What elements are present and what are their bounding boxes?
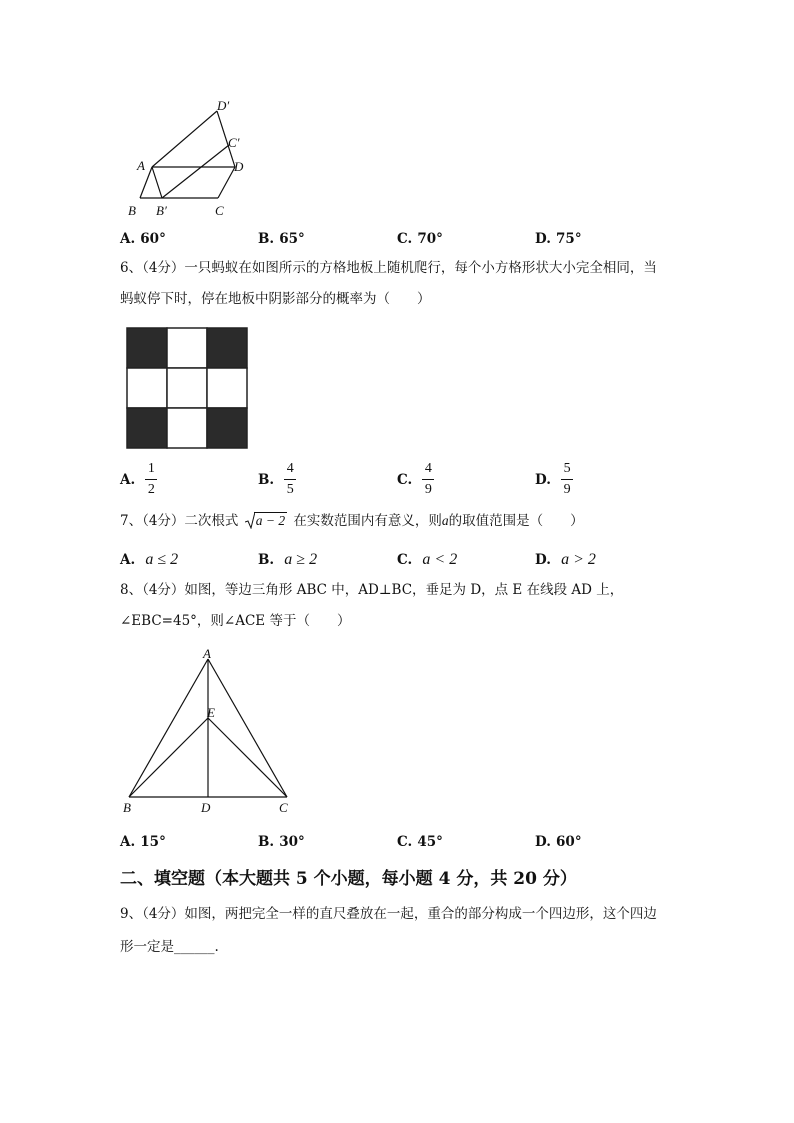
q7-option-a: A. a ≤ 2 [120,551,179,568]
label-c: C [215,203,224,218]
q8-question-line2: ∠EBC=45°，则∠ACE 等于（ ） [120,613,351,629]
q6-option-c: C. $\frac{4}{9}$ [397,461,434,498]
fraction: $\frac{4}{5}$ [284,461,296,498]
label-d: D [234,159,244,174]
fraction: $\frac{5}{9}$ [561,461,573,498]
q6-option-d: D. $\frac{5}{9}$ [535,461,573,498]
label-d: D [201,800,211,815]
line-bprime-cprime [162,145,229,198]
q6-question-line2: 蚂蚁停下时，停在地板中阴影部分的概率为（ ） [120,291,431,307]
q8-figure [115,645,305,817]
label-d-prime: D′ [217,98,230,113]
q7-question: 7、（4分）二次根式 a − 2 在实数范围内有意义，则a的取值范围是（ ） [120,513,584,529]
q6-option-a: A. $\frac{1}{2}$ [120,461,157,498]
q8-option-c: C. 45° [397,834,443,850]
line-a-bprime [152,167,162,198]
q9-question-line1: 9、（4分）如图，两把完全一样的直尺叠放在一起，重合的部分构成一个四边形，这个四边 [120,906,657,922]
shaded-cell [127,328,167,368]
shaded-cell [127,408,167,448]
q5-option-d: D. 75° [535,231,582,247]
line-e-c [208,718,287,797]
label-b: B [123,800,131,815]
shaded-cell [207,328,247,368]
label-a: A [203,646,211,661]
label-b-prime: B′ [156,203,167,218]
label-c: C [279,800,288,815]
line-a-c [208,659,287,797]
q5-option-c: C. 70° [397,231,443,247]
q7-option-b: B. a ≥ 2 [258,551,318,568]
line-a-dprime [152,111,217,167]
q8-option-a: A. 15° [120,834,166,850]
q8-option-b: B. 30° [258,834,305,850]
q8-question-line1: 8、（4分）如图，等边三角形 ABC 中，AD⊥BC，垂足为 D，点 E 在线段 AD 上， [120,582,624,598]
q5-figure [120,95,270,225]
line-a-b [129,659,208,797]
blank-cell [167,328,207,368]
sqrt-icon [245,511,255,529]
shaded-cell [207,408,247,448]
blank-cell [127,368,167,408]
blank-cell [167,408,207,448]
q6-option-b: B. $\frac{4}{5}$ [258,461,296,498]
label-b: B [128,203,136,218]
line-b-e [129,718,208,797]
label-a: A [137,158,145,173]
label-e: E [207,705,215,720]
sqrt-expression: a − 2 [245,511,287,531]
q9-question-line2: 形一定是______. [120,939,219,955]
q6-grid-figure [125,326,249,450]
blank-cell [207,368,247,408]
q8-option-d: D. 60° [535,834,582,850]
blank-cell [167,368,207,408]
q5-option-a: A. 60° [120,231,166,247]
q7-option-c: C. a < 2 [397,551,458,568]
fraction: $\frac{4}{9}$ [422,461,434,498]
q5-option-b: B. 65° [258,231,305,247]
q6-question-line1: 6、（4分）一只蚂蚁在如图所示的方格地板上随机爬行，每个小方格形状大小完全相同，当 [120,260,657,276]
q7-option-d: D. a > 2 [535,551,596,568]
fraction: $\frac{1}{2}$ [145,461,157,498]
label-c-prime: C′ [228,135,240,150]
section-title: 二、填空题（本大题共 5 个小题，每小题 4 分，共 20 分） [120,869,577,889]
line-c-d [218,167,235,198]
